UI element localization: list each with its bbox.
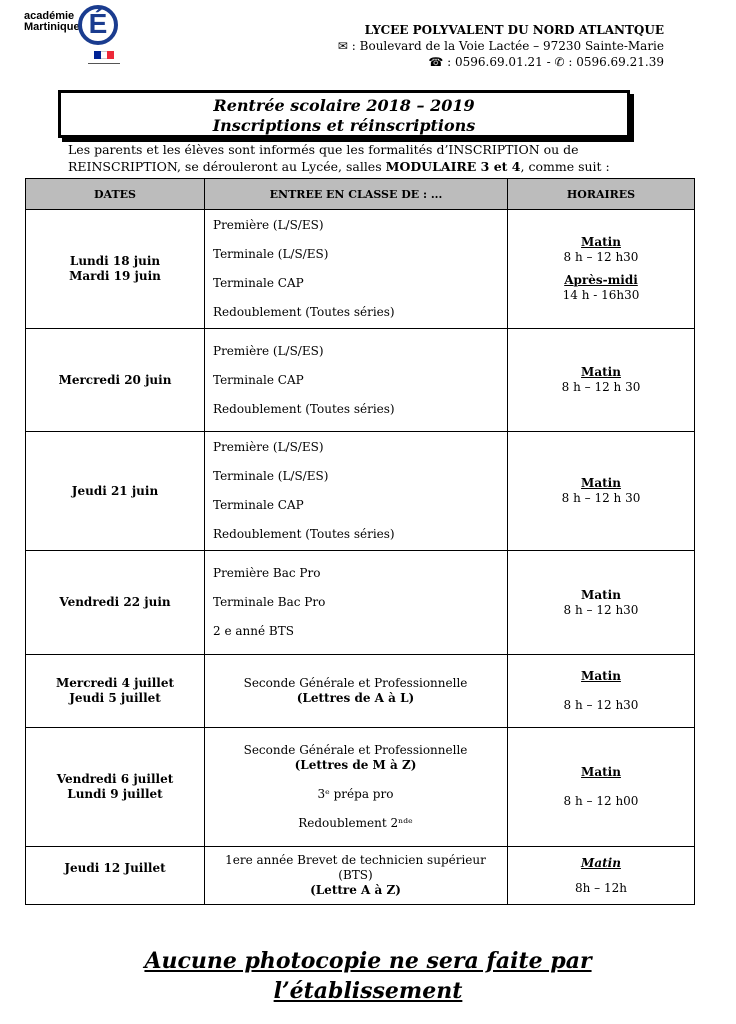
class-line: Terminale (L/S/ES): [213, 247, 329, 261]
hours-range: 8 h – 12 h30: [563, 698, 639, 712]
class-line: Redoublement 2ⁿᵈᵉ: [298, 816, 413, 830]
header-hours: HORAIRES: [508, 179, 695, 210]
class-line: Terminale CAP: [213, 276, 304, 290]
intro-text: Les parents et les élèves sont informés que les formalités d’INSCRIPTION ou de REINSCRIPTION, se dérouleront au Lycée, salles: [68, 142, 579, 174]
hours-range: 14 h - 16h30: [562, 288, 640, 302]
logo-e-icon: É: [78, 5, 118, 45]
hours-range: 8 h – 12 h30: [563, 602, 639, 617]
footer-line-2: l’établissement: [273, 978, 463, 1004]
class-line: Terminale Bac Pro: [213, 595, 326, 609]
class-line: Première (L/S/ES): [213, 440, 324, 454]
date-line: Jeudi 5 juillet: [69, 691, 161, 705]
class-line: Terminale CAP: [213, 372, 304, 387]
session-label: Matin: [581, 669, 621, 683]
intro-end: , comme suit :: [520, 159, 610, 174]
session-label: Matin: [581, 476, 621, 490]
school-phone: ☎ : 0596.69.01.21 - ✆ : 0596.69.21.39: [428, 55, 664, 69]
classes-cell: [205, 432, 508, 551]
hours-cell: [508, 432, 695, 551]
header-classes: ENTREE EN CLASSE DE : ...: [205, 179, 508, 210]
date-line: Vendredi 22 juin: [59, 595, 171, 609]
date-line: Mercredi 20 juin: [58, 372, 172, 387]
date-cell: [26, 432, 205, 551]
class-line: Terminale CAP: [213, 498, 304, 512]
hours-range: 8 h – 12 h00: [563, 794, 639, 808]
date-cell: [26, 210, 205, 329]
session-label: Matin: [581, 587, 621, 602]
date-line: Jeudi 12 Juillet: [64, 861, 166, 875]
class-line: Redoublement (Toutes séries): [213, 401, 395, 416]
intro-highlight: MODULAIRE 3 et 4: [385, 159, 521, 174]
session-label: Après-midi: [564, 273, 638, 287]
footer-notice: [0, 946, 736, 1006]
hours-cell: [508, 210, 695, 329]
date-line: Mercredi 4 juillet: [55, 676, 175, 690]
table-row: [26, 329, 695, 432]
title-box: [58, 90, 630, 138]
class-line: Seconde Générale et Professionnelle: [243, 676, 468, 690]
school-info: [338, 22, 664, 70]
hours-range: 8 h – 12 h 30: [561, 491, 641, 505]
title-line-2: Inscriptions et réinscriptions: [212, 116, 476, 135]
logo-line-2: Martinique: [24, 21, 80, 33]
classes-cell: [205, 210, 508, 329]
table-header-row: [26, 179, 695, 210]
date-line: Jeudi 21 juin: [71, 483, 159, 498]
hours-cell: [508, 655, 695, 728]
logo-line-1: académie: [24, 10, 75, 22]
date-line: Vendredi 6 juillet: [56, 772, 174, 786]
hours-cell: [508, 847, 695, 905]
date-cell: [26, 655, 205, 728]
school-name: LYCEE POLYVALENT DU NORD ATLANTQUE: [364, 23, 664, 37]
table-row: [26, 551, 695, 655]
table-row: [26, 210, 695, 329]
session-label: Matin: [581, 765, 621, 779]
classes-cell: [205, 847, 508, 905]
class-line: Terminale (L/S/ES): [213, 469, 329, 483]
hours-range: 8 h – 12 h30: [563, 250, 639, 264]
session-label: Matin: [581, 855, 621, 870]
class-line: Première (L/S/ES): [213, 343, 324, 358]
date-cell: [26, 728, 205, 847]
class-line: (Lettres de A à L): [296, 691, 415, 705]
academie-logo: [16, 5, 126, 65]
date-cell: [26, 329, 205, 432]
class-line: Redoublement (Toutes séries): [213, 527, 395, 541]
class-line: Première (L/S/ES): [213, 218, 324, 232]
date-line: Mardi 19 juin: [69, 269, 161, 283]
hours-range: 8h – 12h: [575, 880, 627, 895]
intro-paragraph: [68, 141, 648, 175]
hours-cell: [508, 329, 695, 432]
classes-cell: [205, 655, 508, 728]
table-row: [26, 847, 695, 905]
date-cell: [26, 551, 205, 655]
class-line: Seconde Générale et Professionnelle: [243, 743, 468, 757]
date-line: Lundi 9 juillet: [67, 787, 163, 801]
title-line-1: Rentrée scolaire 2018 – 2019: [213, 96, 475, 115]
table-row: [26, 432, 695, 551]
hours-range: 8 h – 12 h 30: [561, 380, 641, 394]
class-line: Première Bac Pro: [213, 566, 321, 580]
classes-cell: [205, 551, 508, 655]
class-line: (Lettres de M à Z): [294, 758, 417, 772]
header-dates: DATES: [26, 179, 205, 210]
schedule-table: [25, 178, 695, 905]
session-label: Matin: [581, 235, 621, 249]
class-line: 2 e anné BTS: [213, 624, 294, 638]
classes-cell: [205, 329, 508, 432]
class-line: (BTS): [338, 868, 373, 882]
classes-cell: [205, 728, 508, 847]
class-line: 1ere année Brevet de technicien supérieur: [225, 853, 486, 867]
class-line: 3ᵉ prépa pro: [317, 787, 394, 801]
class-line: Redoublement (Toutes séries): [213, 305, 395, 319]
footer-line-1: Aucune photocopie ne sera faite par: [144, 948, 592, 974]
table-row: [26, 728, 695, 847]
class-line: (Lettre A à Z): [310, 883, 401, 897]
date-cell: [26, 847, 205, 905]
hours-cell: [508, 551, 695, 655]
date-line: Lundi 18 juin: [69, 254, 161, 268]
hours-cell: [508, 728, 695, 847]
school-address: ✉ : Boulevard de la Voie Lactée – 97230 Sainte-Marie: [337, 39, 664, 53]
french-flag-icon: [94, 51, 114, 59]
logo-divider: [88, 63, 120, 64]
table-row: [26, 655, 695, 728]
session-label: Matin: [581, 365, 621, 379]
